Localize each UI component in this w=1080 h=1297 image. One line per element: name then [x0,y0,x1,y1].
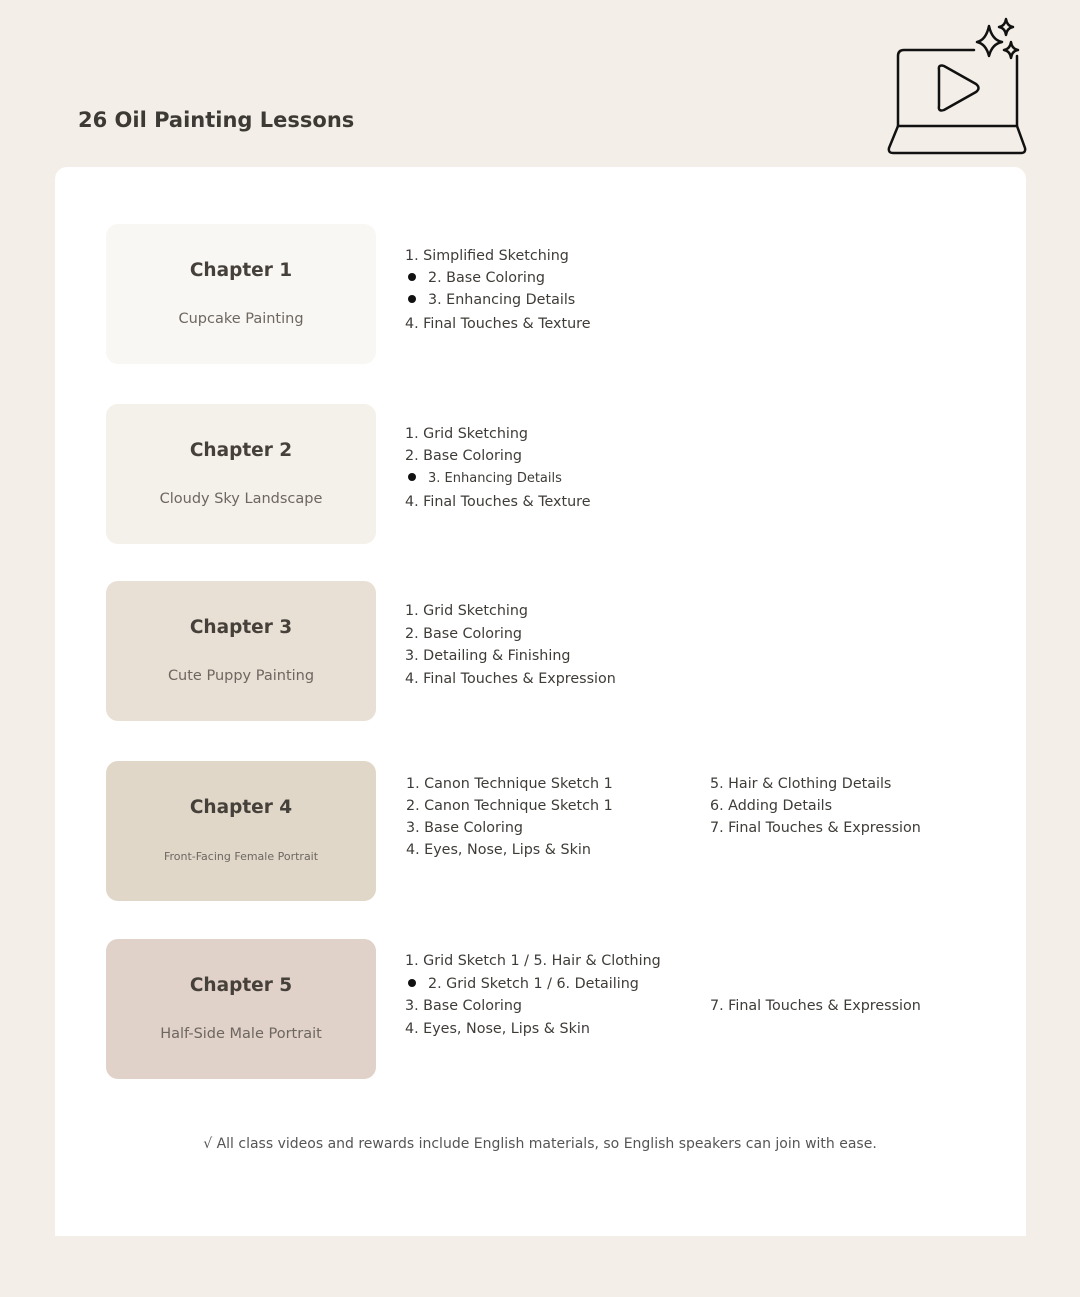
page-title: 26 Oil Painting Lessons [78,108,355,132]
lesson-item [405,602,528,620]
bullet-icon [408,979,416,987]
lesson-label: 7. Final Touches & Expression [710,998,921,1014]
lesson-label: 5. Hair & Clothing Details [710,776,892,792]
chapter-card[interactable] [106,581,376,721]
lesson-item [405,670,616,688]
lesson-item [406,819,523,837]
lesson-item [406,797,613,815]
chapter-subtitle: Cupcake Painting [178,311,304,327]
lesson-item [405,625,522,643]
lesson-label: 6. Adding Details [710,798,833,814]
lesson-item [710,797,832,815]
lesson-label: 3. Base Coloring [405,998,522,1014]
lesson-item [405,269,545,287]
lesson-label: 1. Grid Sketching [405,426,529,442]
lesson-label: 4. Eyes, Nose, Lips & Skin [406,842,591,858]
lesson-item [405,447,522,465]
lesson-item [405,315,591,333]
laptop-play-sparkle-icon [884,16,1030,158]
lesson-label: 3. Detailing & Finishing [405,648,571,664]
lesson-item [710,819,921,837]
chapter-title: Chapter 4 [189,797,293,818]
chapter-card[interactable] [106,224,376,364]
lesson-label: 3. Enhancing Details [428,292,576,308]
chapter-card[interactable] [106,939,376,1079]
lesson-label: 4. Final Touches & Texture [405,316,591,332]
lesson-item [405,493,591,511]
lesson-item [405,1020,590,1038]
lesson-item [405,952,661,970]
chapter-card[interactable] [106,761,376,901]
lesson-label: 2. Grid Sketch 1 / 6. Detailing [428,976,639,992]
lesson-label: 3. Base Coloring [406,820,523,836]
lesson-label: 2. Canon Technique Sketch 1 [406,798,613,814]
lesson-item [405,247,569,265]
lesson-item [405,470,562,488]
lesson-item [405,647,570,665]
chapter-title: Chapter 1 [189,260,293,281]
chapter-title: Chapter 2 [189,440,293,461]
lesson-label: 1. Grid Sketching [405,603,529,619]
lesson-label: 7. Final Touches & Expression [710,820,921,836]
lesson-label: 4. Eyes, Nose, Lips & Skin [405,1021,590,1037]
bullet-icon [408,273,416,281]
lesson-item [406,775,613,793]
lesson-item [405,425,528,443]
lesson-label: 1. Grid Sketch 1 / 5. Hair & Clothing [405,953,661,969]
lesson-label: 2. Base Coloring [428,270,545,286]
lesson-item [406,841,591,859]
chapter-subtitle: Cute Puppy Painting [167,668,315,684]
chapter-subtitle: Half-Side Male Portrait [160,1026,322,1042]
lesson-label: 1. Simplified Sketching [405,248,569,264]
lesson-label: 4. Final Touches & Expression [405,671,616,687]
lesson-label: 2. Base Coloring [405,626,522,642]
lesson-label: 4. Final Touches & Texture [405,494,591,510]
chapter-subtitle: Front-Facing Female Portrait [163,850,319,863]
lesson-item [405,291,575,309]
lesson-item [710,775,891,793]
chapter-title: Chapter 5 [189,975,293,996]
chapter-title: Chapter 3 [189,617,293,638]
footer-note: √ All class videos and rewards include English materials, so English speakers can join with ease. [203,1136,877,1152]
lesson-label: 2. Base Coloring [405,448,522,464]
lesson-item [405,997,522,1015]
lesson-label: 1. Canon Technique Sketch 1 [406,776,613,792]
bullet-icon [408,295,416,303]
lesson-item [710,997,921,1015]
lesson-item [405,975,639,993]
lesson-label: 3. Enhancing Details [428,471,562,486]
chapter-subtitle: Cloudy Sky Landscape [159,491,323,507]
chapter-card[interactable] [106,404,376,544]
bullet-icon [408,473,416,481]
